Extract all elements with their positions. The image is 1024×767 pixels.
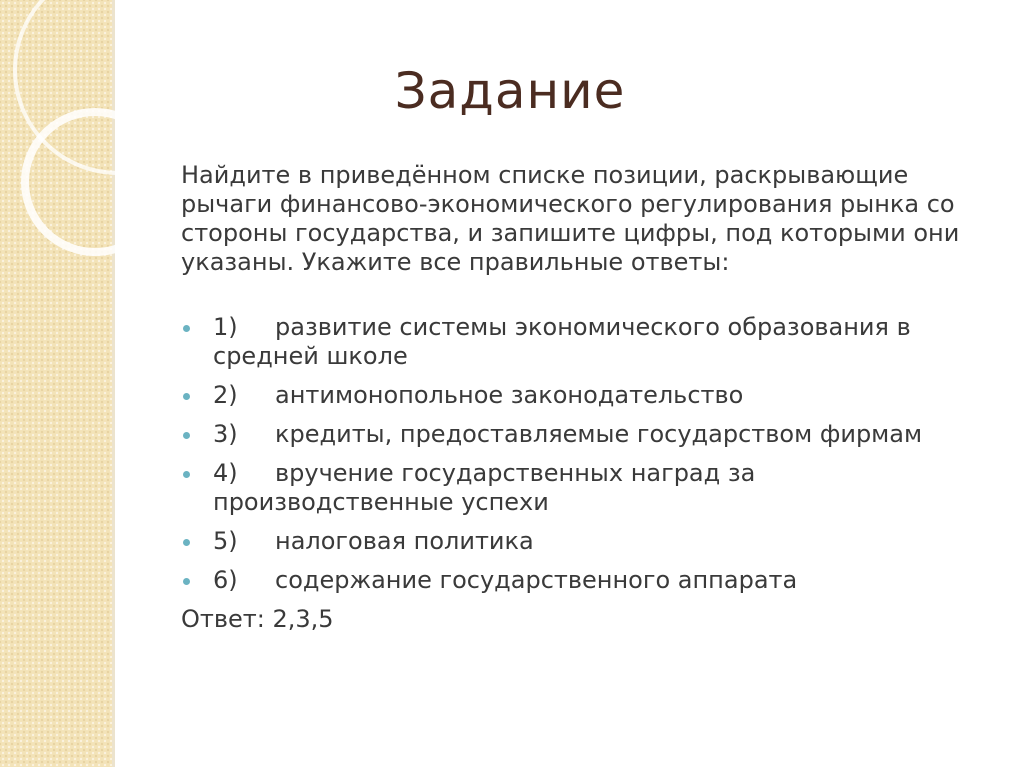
option-text: вручение государственных наград за производственные успехи — [213, 459, 756, 516]
bullet-icon — [183, 539, 190, 546]
option-number: 1) — [213, 313, 238, 341]
option-number: 6) — [213, 566, 238, 594]
list-item — [181, 459, 1001, 517]
option-text: антимонопольное законодательство — [275, 381, 744, 409]
list-item — [181, 381, 1001, 410]
option-number: 4) — [213, 459, 238, 487]
option-number: 3) — [213, 420, 238, 448]
option-text: содержание государственного аппарата — [275, 566, 798, 594]
bullet-icon — [183, 325, 190, 332]
option-text: развитие системы экономического образования в средней школе — [213, 313, 911, 370]
answer-text: Ответ: 2,3,5 — [181, 605, 334, 633]
bullet-icon — [183, 578, 190, 585]
option-text: налоговая политика — [275, 527, 534, 555]
task-text: Найдите в приведённом списке позиции, раскрывающие рычаги финансово-экономического регулирования рынка со стороны государства, и запишите цифры, под которыми они указаны. Укажите все правильные ответы: — [181, 161, 960, 276]
bullet-icon — [183, 471, 190, 478]
list-item — [181, 420, 1001, 449]
list-item — [181, 313, 1001, 371]
bullet-icon — [183, 393, 190, 400]
option-number: 2) — [213, 381, 238, 409]
list-item — [181, 527, 1001, 556]
option-text: кредиты, предоставляемые государством фирмам — [275, 420, 923, 448]
list-item — [181, 566, 1001, 595]
slide-title: Задание — [394, 62, 626, 120]
small-ring — [25, 112, 165, 252]
options-list — [181, 313, 1001, 595]
slide-content — [181, 161, 1001, 634]
option-number: 5) — [213, 527, 238, 555]
bullet-icon — [183, 432, 190, 439]
decorative-circles — [0, 0, 170, 767]
